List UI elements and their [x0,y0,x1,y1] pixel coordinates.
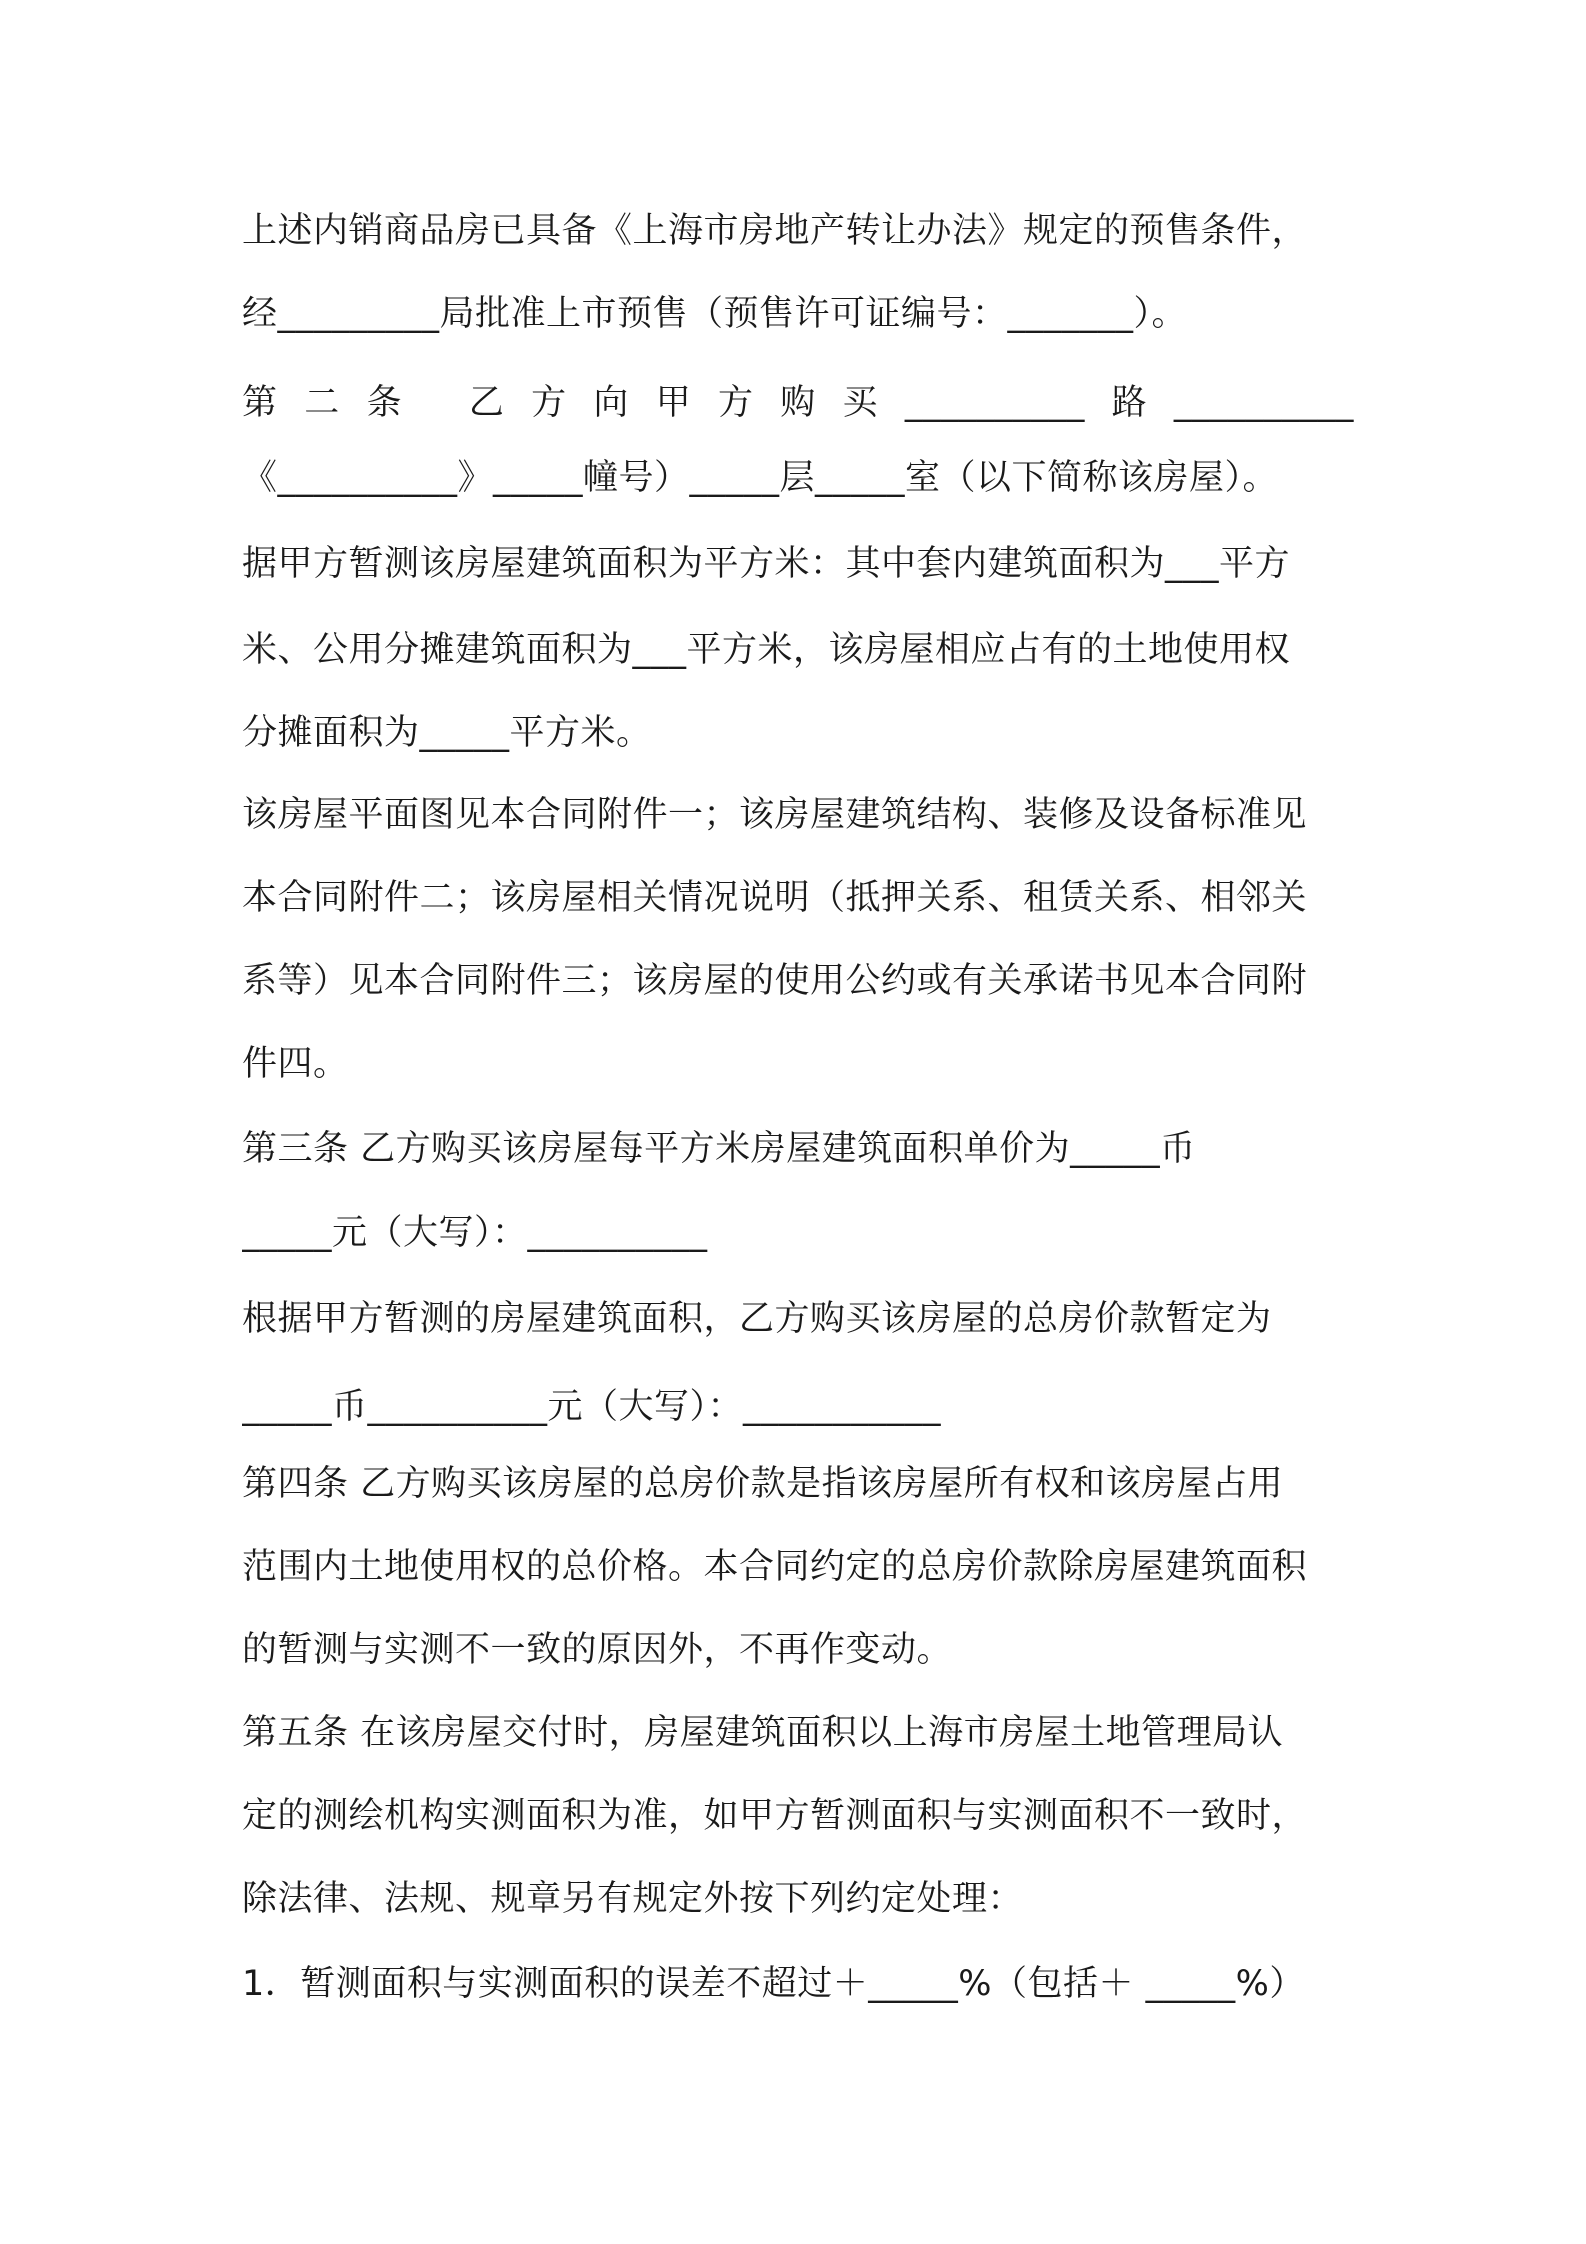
article-2-char: 二 [304,383,340,423]
text-line-19: 第五条 在该房屋交付时，房屋建筑面积以上海市房屋土地管理局认 [242,1713,1284,1753]
article-2-char: 方 [717,383,754,423]
text-line-21: 除法律、法规、规章另有规定外按下列约定处理： [242,1879,1024,1919]
article-2-char: 方 [531,383,567,423]
article-2-blank: __________ [1173,383,1354,423]
text-line-2: 经_________局批准上市预售（预售许可证编号：_______）。 [242,294,1188,334]
text-line-20: 定的测绘机构实测面积为准，如甲方暂测面积与实测面积不一致时， [242,1796,1308,1836]
text-line-4: 《__________》_____幢号）_____层_____室（以下简称该房屋）。 [242,458,1279,498]
article-2-heading-line [242,374,1354,432]
text-line-15: _____币__________元（大写）：___________ [242,1387,942,1427]
text-line-7: 分摊面积为_____平方米。 [242,713,652,753]
article-2-char: 购 [780,383,816,423]
article-2-char: 乙 [468,383,505,423]
text-line-17: 范围内土地使用权的总价格。本合同约定的总房价款除房屋建筑面积 [242,1547,1308,1587]
text-line-8: 该房屋平面图见本合同附件一；该房屋建筑结构、装修及设备标准见 [242,795,1308,835]
article-2-blank: __________ [904,383,1085,423]
article-2-char: 路 [1111,383,1148,423]
text-line-10: 系等）见本合同附件三；该房屋的使用公约或有关承诺书见本合同附 [242,961,1308,1001]
text-line-14: 根据甲方暂测的房屋建筑面积，乙方购买该房屋的总房价款暂定为 [242,1299,1272,1339]
text-line-6: 米、公用分摊建筑面积为___平方米，该房屋相应占有的土地使用权 [242,630,1291,670]
text-line-5: 据甲方暂测该房屋建筑面积为平方米：其中套内建筑面积为___平方 [242,544,1291,584]
article-2-char: 向 [593,383,629,423]
article-2-char: 条 [366,383,403,423]
text-line-9: 本合同附件二；该房屋相关情况说明（抵押关系、租赁关系、相邻关 [242,878,1308,918]
text-line-22: 1．暂测面积与实测面积的误差不超过＋_____%（包括＋ _____%） [242,1964,1305,2004]
text-line-11: 件四。 [242,1044,349,1084]
article-2-char: 甲 [655,383,692,423]
article-2-char: 第 [242,383,278,423]
text-line-13: _____元（大写）：__________ [242,1213,708,1253]
text-line-1: 上述内销商品房已具备《上海市房地产转让办法》规定的预售条件， [242,211,1308,251]
text-line-16: 第四条 乙方购买该房屋的总房价款是指该房屋所有权和该房屋占用 [242,1464,1284,1504]
text-line-18: 的暂测与实测不一致的原因外，不再作变动。 [242,1630,953,1670]
article-2-char: 买 [842,383,879,423]
text-line-12: 第三条 乙方购买该房屋每平方米房屋建筑面积单价为_____币 [242,1129,1196,1169]
